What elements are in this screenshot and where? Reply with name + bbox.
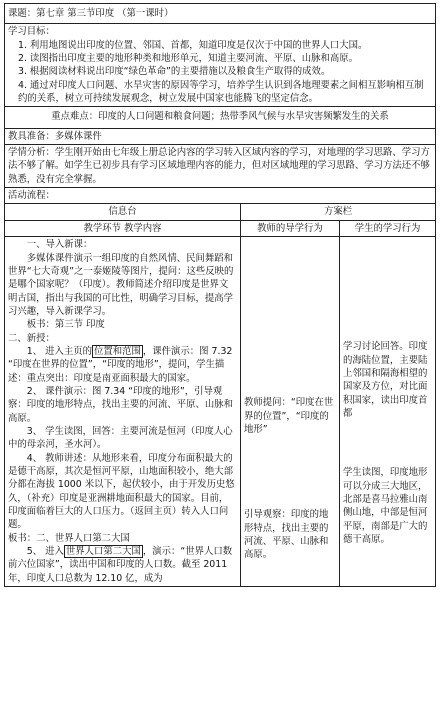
teacher-spacer-2 [244, 436, 336, 508]
item-5-post: ，演示：“世界人口数前六位国家”，读出中国和印度的人口数。截至 2011 年，印度人口总数为 12.10 亿，成为 [8, 546, 233, 584]
item-3: 3、 学生读图，回答：主要河流是恒河（印度人心中的母亲河，圣水河）。 [8, 425, 233, 451]
location-range-link[interactable]: 位置和范围 [94, 345, 141, 357]
activity-flow-label: 活动流程： [5, 188, 436, 204]
student-spacer-2 [343, 420, 432, 466]
board-note-2: 板书：二、世界人口第二大国 [8, 532, 130, 544]
goal-item-3: 3. 根据阅读材料说出印度“绿色革命”的主要措施以及粮食生产取得的成效。 [18, 66, 331, 78]
item-5 [8, 545, 237, 585]
learning-goals [5, 24, 436, 107]
info-table-header: 信息台 [5, 204, 241, 220]
key-points: 重点难点：印度的人口问题和粮食问题；热带季风气候与水旱灾害频繁发生的关系 [5, 107, 436, 128]
teacher-header: 教师的导学行为 [241, 220, 340, 236]
lesson-title: 课题：第七章 第三节印度 （第一课时） [5, 4, 436, 24]
intro-heading: 一、导入新课： [26, 239, 93, 251]
intro-body: 多媒体课件演示一组印度的自然风情、民间舞蹈和世界“七大奇观”之一泰姬陵等图片，提问：这些反映的是哪个国家呢？（印度）。教师简述介绍印度是世界文明古国，指出与我国的可比性，明确学习目标，提高学习兴趣，导入新课学习。 [8, 252, 234, 317]
student-note-2: 学生读图，印度地形可以分成三大地区，北部是喜马拉雅山南侧山地，中部是恒河平原，南部是广大的德干高原。 [343, 467, 428, 545]
population-link[interactable]: 世界人口第二大国 [65, 546, 141, 558]
teacher-spacer-1 [244, 238, 336, 396]
learner-analysis: 学情分析：学生刚开始由七年级上册总论内容的学习转入区域内容的学习，对地理的学习思路、学习方法不够了解。如学生已初步具有学习区域地理内容的能力，但对区域地理的学习思路、学习方法还不够熟悉，没有完全掌握。 [5, 145, 436, 188]
lesson-plan-document [4, 3, 435, 587]
lesson-plan-table [4, 3, 436, 587]
plan-header: 方案栏 [241, 204, 436, 220]
teacher-note-1: 教师提问：“印度在世界的位置”，“印度的地形” [244, 397, 334, 435]
item-1-pre: 1、 进入主页的 [26, 345, 92, 357]
teaching-content-cell [5, 237, 241, 587]
item-4: 4、 教师讲述：从地形来看，印度分布面积最大的是德干高原，其次是恒河平原，山地面积较小，绝大部分都在海拔 1000 米以下，起伏较小，由于开发历史悠久，（补充）印度是亚洲耕地面积最大的国家。目前，印度面临着巨大的人口压力。（返回主页）转入人口问题。 [8, 452, 235, 531]
goals-heading: 学习目标： [8, 26, 55, 38]
new-lesson-heading: 二、新授： [8, 332, 55, 344]
student-note-1: 学习讨论回答。印度的海陆位置，主要陆上邻国和隔海相望的国家及方位，对比面积国家，读出印度首都 [343, 341, 428, 419]
teacher-note-2: 引导观察：印度的地形特点，找出主要的河流、平原、山脉和高原。 [244, 509, 329, 561]
item-5-pre: 5、 进入 [26, 546, 64, 558]
student-spacer-1 [343, 238, 432, 340]
step-content-header: 教学环节 教学内容 [5, 220, 241, 236]
goal-item-2: 2. 读图指出印度主要的地形种类和地形单元，知道主要河流、平原、山脉和高原。 [18, 53, 359, 65]
goal-item-4: 4. 通过对印度人口问题、水旱灾害的原因等学习，培养学生认识到各地理要素之间相互影响相互制约的关系，树立可持续发展观念，树立发展中国家也能腾飞的坚定信念。 [18, 79, 424, 105]
item-2: 2、 课件演示：图 7.34 “印度的地形”，引导观察：印度的地形特点，找出主要的河流、平原、山脉和高原。 [8, 385, 234, 424]
item-1-post: ，课件演示：图 7.32 “印度在世界的位置”，“印度的地形”，提问，学生描述：重点突出：印度是南亚面积最大的国家。 [8, 345, 233, 384]
item-1 [8, 345, 237, 385]
goal-item-1: 1. 利用地图说出印度的位置、邻国、首都，知道印度是仅次于中国的世界人口大国。 [18, 39, 368, 51]
board-note-1: 板书：第三节 印度 [26, 319, 105, 331]
teaching-aids: 教具准备：多媒体课件 [5, 128, 436, 144]
student-activity-cell [340, 237, 436, 587]
teacher-activity-cell [241, 237, 340, 587]
student-header: 学生的学习行为 [340, 220, 436, 236]
